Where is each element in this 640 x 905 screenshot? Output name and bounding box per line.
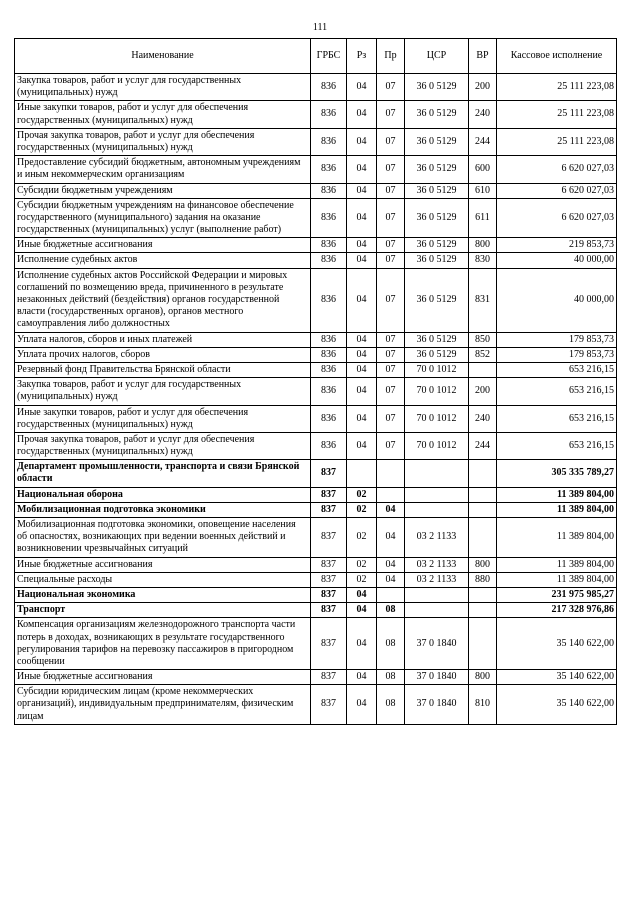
cell-csr: 36 0 5129: [405, 156, 469, 183]
cell-amount: 25 111 223,08: [497, 74, 617, 101]
cell-amount: 653 216,15: [497, 405, 617, 432]
cell-csr: 70 0 1012: [405, 362, 469, 377]
cell-name: Национальная экономика: [15, 587, 311, 602]
cell-grbs: 836: [311, 198, 347, 238]
cell-vr: 610: [469, 183, 497, 198]
cell-name: Субсидии юридическим лицам (кроме некоммерческих организаций), индивидуальным предпринимателям, физическим лицам: [15, 685, 311, 725]
cell-csr: 03 2 1133: [405, 572, 469, 587]
cell-csr: 36 0 5129: [405, 347, 469, 362]
cell-rz: 04: [347, 603, 377, 618]
cell-vr: [469, 518, 497, 558]
cell-rz: 04: [347, 156, 377, 183]
table-row: [15, 518, 617, 558]
cell-name: Исполнение судебных актов Российской Федерации и мировых соглашений по возмещению вреда, причиненного в результате незаконных действий (бездействия) органов государственной власти (государственных органов), органов местного самоуправления либо должностных: [15, 268, 311, 332]
cell-vr: 800: [469, 670, 497, 685]
cell-grbs: 837: [311, 487, 347, 502]
table-header-row: [15, 39, 617, 74]
cell-grbs: 836: [311, 183, 347, 198]
cell-amount: 179 853,73: [497, 347, 617, 362]
cell-amount: 11 389 804,00: [497, 487, 617, 502]
cell-amount: 35 140 622,00: [497, 685, 617, 725]
table-row: [15, 332, 617, 347]
cell-name: Иные закупки товаров, работ и услуг для обеспечения государственных (муниципальных) нужд: [15, 101, 311, 128]
table-row: [15, 572, 617, 587]
cell-grbs: 836: [311, 378, 347, 405]
cell-name: Прочая закупка товаров, работ и услуг для обеспечения государственных (муниципальных) нужд: [15, 432, 311, 459]
table-row: [15, 347, 617, 362]
cell-grbs: 837: [311, 670, 347, 685]
cell-csr: 03 2 1133: [405, 557, 469, 572]
cell-rz: 04: [347, 670, 377, 685]
cell-name: Иные бюджетные ассигнования: [15, 670, 311, 685]
cell-csr: 70 0 1012: [405, 378, 469, 405]
cell-csr: 37 0 1840: [405, 670, 469, 685]
cell-amount: 219 853,73: [497, 238, 617, 253]
cell-grbs: 836: [311, 74, 347, 101]
cell-amount: 653 216,15: [497, 362, 617, 377]
cell-pr: 04: [377, 502, 405, 517]
cell-csr: [405, 502, 469, 517]
cell-pr: 07: [377, 347, 405, 362]
table-row: [15, 405, 617, 432]
cell-rz: 04: [347, 74, 377, 101]
table-row: [15, 618, 617, 670]
cell-pr: 07: [377, 268, 405, 332]
cell-pr: 04: [377, 572, 405, 587]
cell-vr: 880: [469, 572, 497, 587]
cell-pr: 04: [377, 557, 405, 572]
table-row: [15, 101, 617, 128]
header-rz: Рз: [347, 39, 377, 74]
cell-amount: 179 853,73: [497, 332, 617, 347]
cell-vr: 244: [469, 128, 497, 155]
cell-pr: 08: [377, 618, 405, 670]
cell-name: Компенсация организациям железнодорожного транспорта части потерь в доходах, возникающих в результате государственного регулирования тарифов на перевозку пассажиров в пригородном сообщении: [15, 618, 311, 670]
cell-rz: 04: [347, 101, 377, 128]
table-row: [15, 128, 617, 155]
cell-grbs: 836: [311, 332, 347, 347]
header-cash-execution: Кассовое исполнение: [497, 39, 617, 74]
cell-vr: 200: [469, 378, 497, 405]
cell-name: Специальные расходы: [15, 572, 311, 587]
cell-name: Резервный фонд Правительства Брянской области: [15, 362, 311, 377]
page-number: 111: [312, 22, 328, 33]
cell-grbs: 836: [311, 101, 347, 128]
cell-amount: 217 328 976,86: [497, 603, 617, 618]
cell-amount: 40 000,00: [497, 268, 617, 332]
table-body: [15, 74, 617, 725]
table-row: [15, 460, 617, 487]
cell-amount: 231 975 985,27: [497, 587, 617, 602]
cell-csr: 70 0 1012: [405, 432, 469, 459]
cell-pr: 08: [377, 670, 405, 685]
cell-csr: [405, 603, 469, 618]
cell-grbs: 837: [311, 572, 347, 587]
cell-csr: [405, 587, 469, 602]
cell-csr: [405, 460, 469, 487]
cell-name: Уплата прочих налогов, сборов: [15, 347, 311, 362]
cell-name: Мобилизационная подготовка экономики: [15, 502, 311, 517]
cell-amount: 305 335 789,27: [497, 460, 617, 487]
cell-amount: 35 140 622,00: [497, 670, 617, 685]
cell-amount: 6 620 027,03: [497, 156, 617, 183]
header-vr: ВР: [469, 39, 497, 74]
cell-amount: 6 620 027,03: [497, 198, 617, 238]
cell-name: Предоставление субсидий бюджетным, автономным учреждениям и иным некоммерческим организациям: [15, 156, 311, 183]
cell-rz: 04: [347, 362, 377, 377]
cell-vr: 240: [469, 101, 497, 128]
cell-pr: 07: [377, 198, 405, 238]
cell-vr: [469, 487, 497, 502]
cell-pr: 07: [377, 362, 405, 377]
cell-vr: [469, 587, 497, 602]
cell-pr: [377, 460, 405, 487]
cell-pr: 07: [377, 101, 405, 128]
cell-amount: 653 216,15: [497, 432, 617, 459]
cell-grbs: 837: [311, 460, 347, 487]
cell-pr: 07: [377, 156, 405, 183]
cell-amount: 25 111 223,08: [497, 101, 617, 128]
cell-rz: 04: [347, 432, 377, 459]
cell-vr: 852: [469, 347, 497, 362]
table-row: [15, 378, 617, 405]
cell-vr: [469, 460, 497, 487]
cell-rz: 04: [347, 587, 377, 602]
cell-name: Департамент промышленности, транспорта и связи Брянской области: [15, 460, 311, 487]
cell-vr: 831: [469, 268, 497, 332]
cell-csr: 36 0 5129: [405, 183, 469, 198]
cell-grbs: 837: [311, 603, 347, 618]
table-row: [15, 603, 617, 618]
header-csr: ЦСР: [405, 39, 469, 74]
cell-amount: 11 389 804,00: [497, 502, 617, 517]
table-row: [15, 685, 617, 725]
cell-csr: 37 0 1840: [405, 685, 469, 725]
cell-vr: 830: [469, 253, 497, 268]
cell-csr: 37 0 1840: [405, 618, 469, 670]
cell-rz: 04: [347, 238, 377, 253]
cell-vr: [469, 502, 497, 517]
cell-grbs: 837: [311, 587, 347, 602]
cell-grbs: 837: [311, 685, 347, 725]
cell-pr: 07: [377, 432, 405, 459]
cell-vr: 244: [469, 432, 497, 459]
cell-rz: 04: [347, 253, 377, 268]
cell-grbs: 837: [311, 518, 347, 558]
cell-name: Уплата налогов, сборов и иных платежей: [15, 332, 311, 347]
cell-amount: 11 389 804,00: [497, 572, 617, 587]
cell-name: Национальная оборона: [15, 487, 311, 502]
cell-grbs: 837: [311, 618, 347, 670]
cell-grbs: 836: [311, 347, 347, 362]
cell-vr: 240: [469, 405, 497, 432]
cell-name: Мобилизационная подготовка экономики, оповещение населения об опасностях, возникающих при ведении военных действий и возникновении чрезвычайных ситуаций: [15, 518, 311, 558]
cell-vr: [469, 618, 497, 670]
cell-rz: 04: [347, 332, 377, 347]
header-pr: Пр: [377, 39, 405, 74]
cell-csr: 36 0 5129: [405, 198, 469, 238]
cell-rz: 04: [347, 268, 377, 332]
cell-pr: 07: [377, 405, 405, 432]
cell-grbs: 836: [311, 156, 347, 183]
cell-csr: 36 0 5129: [405, 74, 469, 101]
cell-vr: 850: [469, 332, 497, 347]
table-row: [15, 587, 617, 602]
cell-vr: 810: [469, 685, 497, 725]
cell-rz: 04: [347, 198, 377, 238]
table-row: [15, 670, 617, 685]
cell-pr: 08: [377, 685, 405, 725]
cell-pr: 07: [377, 128, 405, 155]
budget-execution-table: [14, 38, 617, 725]
cell-rz: 04: [347, 685, 377, 725]
cell-grbs: 836: [311, 362, 347, 377]
cell-csr: 03 2 1133: [405, 518, 469, 558]
cell-rz: 02: [347, 557, 377, 572]
cell-rz: 04: [347, 405, 377, 432]
cell-rz: 02: [347, 487, 377, 502]
cell-name: Иные закупки товаров, работ и услуг для обеспечения государственных (муниципальных) нужд: [15, 405, 311, 432]
cell-grbs: 836: [311, 238, 347, 253]
table-row: [15, 253, 617, 268]
cell-csr: 36 0 5129: [405, 128, 469, 155]
cell-rz: 02: [347, 572, 377, 587]
table-row: [15, 432, 617, 459]
cell-grbs: 837: [311, 557, 347, 572]
table-row: [15, 487, 617, 502]
cell-amount: 653 216,15: [497, 378, 617, 405]
cell-vr: 611: [469, 198, 497, 238]
table-row: [15, 156, 617, 183]
cell-vr: 600: [469, 156, 497, 183]
table-row: [15, 502, 617, 517]
cell-pr: [377, 487, 405, 502]
cell-rz: 04: [347, 618, 377, 670]
cell-rz: 04: [347, 378, 377, 405]
cell-rz: 02: [347, 502, 377, 517]
cell-grbs: 836: [311, 432, 347, 459]
cell-amount: 25 111 223,08: [497, 128, 617, 155]
table-row: [15, 268, 617, 332]
cell-csr: 70 0 1012: [405, 405, 469, 432]
cell-vr: 200: [469, 74, 497, 101]
cell-rz: [347, 460, 377, 487]
table-row: [15, 362, 617, 377]
cell-pr: 07: [377, 183, 405, 198]
cell-name: Субсидии бюджетным учреждениям на финансовое обеспечение государственного (муниципального) задания на оказание государственных (муниципальных) услуг (выполнение работ): [15, 198, 311, 238]
cell-grbs: 836: [311, 405, 347, 432]
cell-name: Транспорт: [15, 603, 311, 618]
cell-csr: 36 0 5129: [405, 332, 469, 347]
cell-csr: 36 0 5129: [405, 268, 469, 332]
cell-pr: 08: [377, 603, 405, 618]
cell-csr: [405, 487, 469, 502]
cell-csr: 36 0 5129: [405, 101, 469, 128]
cell-amount: 40 000,00: [497, 253, 617, 268]
cell-rz: 04: [347, 183, 377, 198]
cell-pr: [377, 587, 405, 602]
cell-pr: 07: [377, 332, 405, 347]
cell-vr: 800: [469, 557, 497, 572]
cell-name: Субсидии бюджетным учреждениям: [15, 183, 311, 198]
cell-vr: [469, 362, 497, 377]
cell-csr: 36 0 5129: [405, 238, 469, 253]
table-row: [15, 238, 617, 253]
cell-pr: 07: [377, 253, 405, 268]
table-row: [15, 183, 617, 198]
header-name: Наименование: [15, 39, 311, 74]
cell-name: Закупка товаров, работ и услуг для государственных (муниципальных) нужд: [15, 378, 311, 405]
cell-grbs: 836: [311, 128, 347, 155]
cell-name: Исполнение судебных актов: [15, 253, 311, 268]
table-row: [15, 198, 617, 238]
cell-name: Прочая закупка товаров, работ и услуг для обеспечения государственных (муниципальных) нужд: [15, 128, 311, 155]
cell-rz: 02: [347, 518, 377, 558]
cell-vr: 800: [469, 238, 497, 253]
cell-amount: 11 389 804,00: [497, 518, 617, 558]
cell-amount: 35 140 622,00: [497, 618, 617, 670]
cell-pr: 07: [377, 378, 405, 405]
cell-amount: 6 620 027,03: [497, 183, 617, 198]
cell-grbs: 836: [311, 268, 347, 332]
cell-name: Иные бюджетные ассигнования: [15, 238, 311, 253]
cell-csr: 36 0 5129: [405, 253, 469, 268]
cell-rz: 04: [347, 347, 377, 362]
cell-grbs: 837: [311, 502, 347, 517]
cell-pr: 04: [377, 518, 405, 558]
cell-grbs: 836: [311, 253, 347, 268]
cell-pr: 07: [377, 74, 405, 101]
cell-vr: [469, 603, 497, 618]
cell-name: Иные бюджетные ассигнования: [15, 557, 311, 572]
cell-amount: 11 389 804,00: [497, 557, 617, 572]
cell-pr: 07: [377, 238, 405, 253]
cell-rz: 04: [347, 128, 377, 155]
header-grbs: ГРБС: [311, 39, 347, 74]
table-row: [15, 557, 617, 572]
table-row: [15, 74, 617, 101]
cell-name: Закупка товаров, работ и услуг для государственных (муниципальных) нужд: [15, 74, 311, 101]
